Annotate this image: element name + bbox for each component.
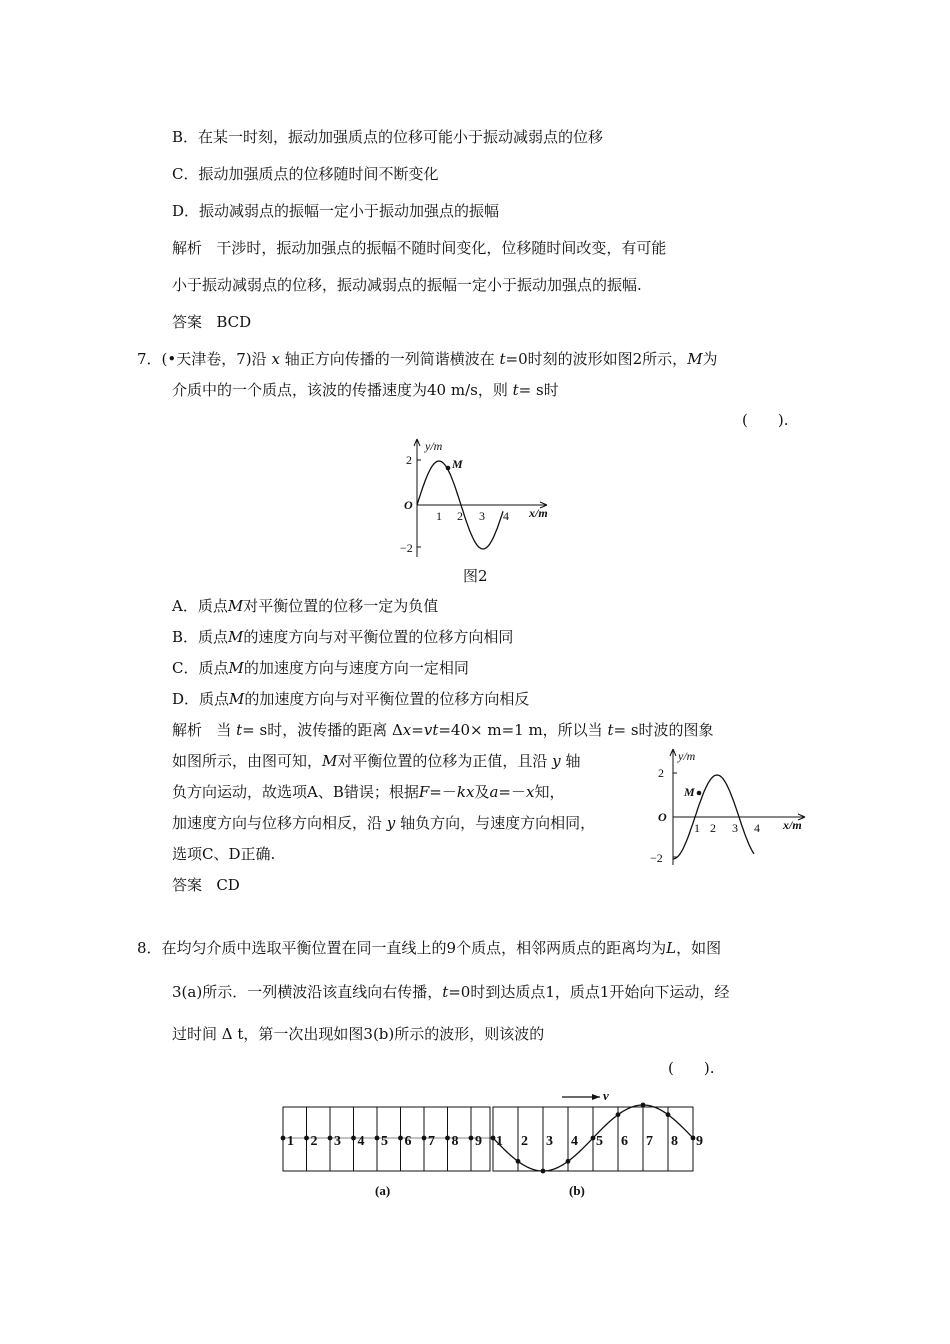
var-x: x [525,783,535,801]
q7-stem-text: 轴正方向传播的一列简谐横波在 [284,350,495,368]
y-axis-label: y/m [425,439,443,453]
origin-label: O [658,810,667,824]
particle-dot [304,1136,309,1141]
figure-2-caption: 图2 [463,567,488,585]
question-number: 8． [137,939,162,957]
var-y: y [386,814,396,832]
var-m: M [322,752,338,770]
option-text: 的加速度方向与对平衡位置的位移方向相反 [244,690,530,708]
q7-analysis-line-3 [172,782,564,802]
analysis-text: = [411,721,424,739]
q7-stem-line-2 [172,380,559,400]
q7-analysis-line-4 [172,813,595,833]
var-f: F [418,783,430,801]
q7-option-b [172,627,513,647]
figure-3b [491,1088,703,1173]
particle-label: 3 [334,1134,341,1149]
option-text: B．质点 [172,628,229,646]
var-x: x [402,721,412,739]
option-text: C．质点 [172,659,229,677]
particle-label: 8 [671,1134,678,1149]
q7-analysis-line-1 [172,720,714,740]
y-axis-label: y/m [678,749,696,763]
answer-value: CD [216,876,240,894]
q7-analysis-line-5: 选项C、D正确. [172,845,276,863]
particle-dot [422,1136,427,1141]
particle-label: 9 [696,1134,703,1149]
analysis-label: 解析 [172,239,203,257]
analysis-text: 加速度方向与位移方向相反，沿 [172,814,383,832]
particle-dot [691,1136,696,1141]
y-tick-label-neg2: −2 [650,851,663,865]
particle-dot [541,1169,546,1174]
analysis-text: 负方向运动，故选项A、B错误；根据 [172,783,419,801]
q8-stem-text: 3(a)所示．一列横波沿该直线向右传播， [172,983,443,1001]
point-m-label: M [684,785,695,799]
q7-stem-text: 为 [702,350,718,368]
particle-label: 3 [546,1134,553,1149]
q7-option-d [172,689,529,709]
q7-stem-line-1 [137,349,718,369]
particle-label: 6 [621,1134,628,1149]
particle-dot [491,1136,496,1141]
y-tick-label-2: 2 [406,453,412,467]
velocity-label: v [603,1088,609,1103]
x-axis-label: x/m [529,506,548,520]
var-x: x [271,350,280,368]
x-tick-label-3: 3 [732,821,738,835]
var-m: M [228,659,244,677]
x-tick-label-4: 4 [754,821,760,835]
analysis-text: 当 [216,721,232,739]
particle-dot [516,1159,521,1164]
var-m: M [229,690,245,708]
q6-analysis-text-1: 干涉时，振动加强点的振幅不随时间变化，位移随时间改变，有可能 [216,239,667,257]
q6-analysis-line-2: 小于振动减弱点的位移，振动减弱点的振幅一定小于振动加强点的振幅. [172,276,642,294]
option-text: 对平衡位置的位移一定为负值 [243,597,439,615]
figure-3a [281,1107,490,1171]
particle-label: 2 [521,1134,528,1149]
particle-label: 2 [310,1134,318,1149]
point-m [446,466,451,471]
q8-stem-text: ，如图 [676,939,722,957]
var-a: a [489,783,499,801]
particle-dot [375,1136,380,1141]
x-axis-label: x/m [783,818,802,832]
analysis-text: 轴负方向，与速度方向相同， [400,814,596,832]
particle-label: 6 [404,1134,412,1149]
particle-label: 9 [475,1134,482,1149]
question-number: 7． [137,350,162,368]
particle-dot [445,1136,450,1141]
analysis-text: = s时波的图象 [613,721,714,739]
var-t: t [512,381,519,399]
q7-stem-text: = s时 [518,381,559,399]
var-m: M [687,350,703,368]
particle-dot [591,1136,596,1141]
analysis-text: 如图所示，由图可知， [172,752,323,770]
q8-stem-text: =0时到达质点1，质点1开始向下运动，经 [448,983,730,1001]
particle-label: 5 [381,1134,388,1149]
answer-label: 答案 [172,876,203,894]
particle-dot [281,1136,286,1141]
particle-dot [351,1136,356,1141]
q7-answer-bracket: ( ). [742,411,789,429]
q7-stem-text: =0时刻的波形如图2所示， [505,350,688,368]
q7-stem-text: (•天津卷，7)沿 [161,350,267,368]
analysis-text: 轴 [565,752,581,770]
particle-label: 1 [287,1134,294,1149]
particle-dot [666,1112,671,1117]
q8-stem-line-2 [172,982,729,1002]
analysis-label: 解析 [172,721,203,739]
figure-3 [270,1085,710,1205]
particle-dot [566,1159,571,1164]
wave-graph-analysis [648,745,818,870]
particle-dot [398,1136,403,1141]
q6-option-c: C．振动加强质点的位移随时间不断变化 [172,165,439,183]
option-text: 的速度方向与对平衡位置的位移方向相同 [243,628,514,646]
var-t: t [442,983,449,1001]
q8-stem-text: 在均匀介质中选取平衡位置在同一直线上的9个质点，相邻两质点的距离均为 [161,939,667,957]
particle-label: 1 [496,1134,503,1149]
var-y: y [552,752,561,770]
caption-b: (b) [569,1183,585,1198]
var-vt: vt [423,721,439,739]
var-kx: kx [456,783,475,801]
q7-option-a [172,596,438,616]
q7-stem-text: 介质中的一个质点，该波的传播速度为40 m/s，则 [172,381,508,399]
wave-graph-figure-2 [395,435,565,560]
var-t: t [236,721,243,739]
analysis-text: 对平衡位置的位移为正值，且沿 [337,752,548,770]
x-tick-label-1: 1 [436,509,442,523]
particle-dot [616,1112,621,1117]
x-tick-label-3: 3 [479,509,485,523]
point-m [697,791,702,796]
var-m: M [228,628,244,646]
q6-option-b: B．在某一时刻，振动加强质点的位移可能小于振动减弱点的位移 [172,128,604,146]
answer-value: BCD [216,313,252,331]
particle-label: 7 [646,1134,653,1149]
velocity-arrowhead [592,1094,600,1100]
var-t: t [607,721,614,739]
option-text: 的加速度方向与速度方向一定相同 [243,659,469,677]
particle-label: 4 [571,1134,578,1149]
option-text: A．质点 [172,597,228,615]
particle-label: 4 [357,1134,365,1149]
q7-option-c [172,658,469,678]
q7-answer [172,875,240,895]
var-m: M [227,597,244,615]
particle-label: 5 [596,1134,603,1149]
caption-a: (a) [375,1183,391,1198]
q6-analysis-line-1 [172,238,666,258]
x-tick-label-1: 1 [694,821,700,835]
q6-option-d: D．振动减弱点的振幅一定小于振动加强点的振幅 [172,202,500,220]
x-tick-label-4: 4 [503,509,509,523]
analysis-text: =40× m=1 m，所以当 [438,721,603,739]
point-m-label: M [452,457,463,471]
analysis-text: 及 [474,783,490,801]
q7-analysis-line-2 [172,751,580,771]
particle-dot [328,1136,333,1141]
q8-answer-bracket: ( ). [668,1059,715,1077]
particle-dot [641,1103,646,1108]
q6-answer [172,312,251,332]
q8-stem-line-1 [137,938,721,958]
particle-dot [469,1136,474,1141]
q8-stem-line-3: 过时间 Δ t，第一次出现如图3(b)所示的波形，则该波的 [172,1025,545,1043]
particle-label: 7 [428,1134,435,1149]
analysis-text: =－ [429,783,457,801]
origin-label: O [404,498,413,512]
analysis-text: 知， [534,783,565,801]
var-l: L [666,939,677,957]
particle-label: 8 [451,1134,459,1149]
analysis-text: = s时，波传播的距离 Δ [242,721,403,739]
option-text: D．质点 [172,690,230,708]
analysis-text: =－ [498,783,526,801]
x-tick-label-2: 2 [457,509,463,523]
answer-label: 答案 [172,313,203,331]
y-tick-label-2: 2 [658,766,664,780]
x-tick-label-2: 2 [710,821,716,835]
y-tick-label-neg2: −2 [400,541,413,555]
var-t: t [499,350,506,368]
